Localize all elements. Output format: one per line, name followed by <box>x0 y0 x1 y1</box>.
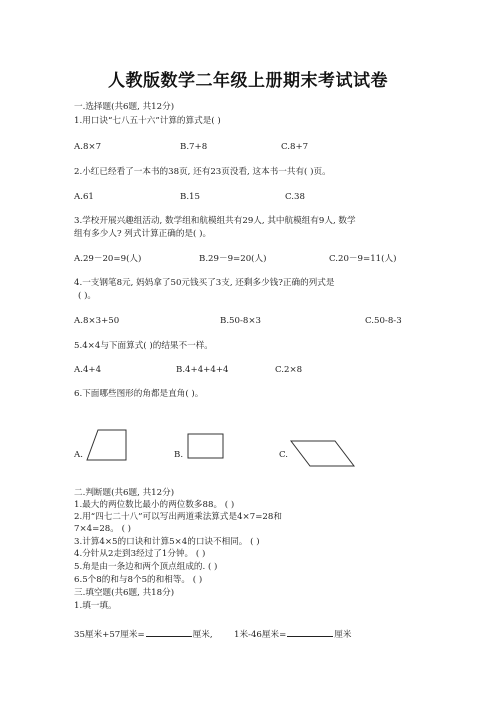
q3-option-a: A.29－20=9(人) <box>74 254 142 264</box>
fill-a-unit: 厘米, <box>192 630 213 640</box>
q1-option-b: B.7+8 <box>180 142 208 152</box>
q2-option-c: C.38 <box>285 192 305 202</box>
answer-blank[interactable] <box>287 627 333 637</box>
judge-item: 7×4=28。 ( ) <box>74 524 132 534</box>
q5-option-b: B.4+4+4+4 <box>176 365 229 375</box>
judge-item: 3.计算4×5的口诀和计算5×4的口诀不相同。 ( ) <box>74 537 260 547</box>
fill-b-label: 1米-46厘米= <box>234 630 287 640</box>
judge-item: 5.角是由一条边和两个顶点组成的. ( ) <box>74 562 218 572</box>
q3-option-c: C.20－9=11(人) <box>329 254 397 264</box>
q3-stem-line2: 组有多少人? 列式计算正确的是( )。 <box>74 229 212 239</box>
q6-option-a: A. <box>74 450 83 460</box>
q5-option-c: C.2×8 <box>275 365 303 375</box>
parallelogram-figure <box>290 440 356 468</box>
fill-a-label: 35厘米+57厘米= <box>74 630 145 640</box>
judge-item: 6.5个8的和与8个5的和相等。 ( ) <box>74 575 203 585</box>
fill-b-unit: 厘米 <box>334 630 352 640</box>
q1-stem: 1.用口诀“七八五十六”计算的算式是( ) <box>74 116 221 126</box>
judge-item: 2.用“四七二十八”可以写出两道乘法算式是4×7=28和 <box>74 512 282 522</box>
q4-option-b: B.50-8×3 <box>220 316 262 326</box>
fill-line-1 <box>74 627 213 641</box>
q6-option-c: C. <box>279 450 289 460</box>
section3-header: 三.填空题(共6题, 共18分) <box>74 588 175 598</box>
answer-blank[interactable] <box>146 627 192 637</box>
q1-option-c: C.8+7 <box>281 142 309 152</box>
trapezoid-figure <box>86 429 128 461</box>
q2-stem: 2.小红已经看了一本书的38页, 还有23页没看, 这本书一共有( )页。 <box>74 167 331 177</box>
q6-stem: 6.下面哪些图形的角都是直角( )。 <box>74 389 204 399</box>
judge-item: 1.最大的两位数比最小的两位数多88。 ( ) <box>74 500 235 510</box>
s3-q1-stem: 1.填一填。 <box>74 601 117 611</box>
q3-stem-line1: 3.学校开展兴趣组活动, 数学组和航模组共有29人, 其中航模组有9人, 数学 <box>74 216 356 226</box>
q3-option-b: B.29－9=20(人) <box>199 254 267 264</box>
q6-option-b: B. <box>174 450 184 460</box>
section2-header: 二.判断题(共6题, 共12分) <box>74 488 175 498</box>
q5-stem: 5.4×4与下面算式( )的结果不一样。 <box>74 341 213 351</box>
fill-line-2 <box>234 627 352 641</box>
rectangle-figure <box>187 433 225 459</box>
q2-option-b: B.15 <box>180 192 200 202</box>
q4-stem-line1: 4.一支钢笔8元, 妈妈拿了50元钱买了3支, 还剩多少钱?正确的列式是 <box>74 278 335 288</box>
page-title: 人教版数学二年级上册期末考试试卷 <box>108 71 388 91</box>
q2-option-a: A.61 <box>74 192 94 202</box>
q4-stem-line2: ( )。 <box>78 291 97 301</box>
q5-option-a: A.4+4 <box>74 365 102 375</box>
judge-item: 4.分针从2走到3经过了1分钟。 ( ) <box>74 549 206 559</box>
section1-header: 一.选择题(共6题, 共12分) <box>74 102 175 112</box>
q1-option-a: A.8×7 <box>74 142 102 152</box>
q4-option-c: C.50-8-3 <box>365 316 402 326</box>
q4-option-a: A.8×3+50 <box>74 316 120 326</box>
